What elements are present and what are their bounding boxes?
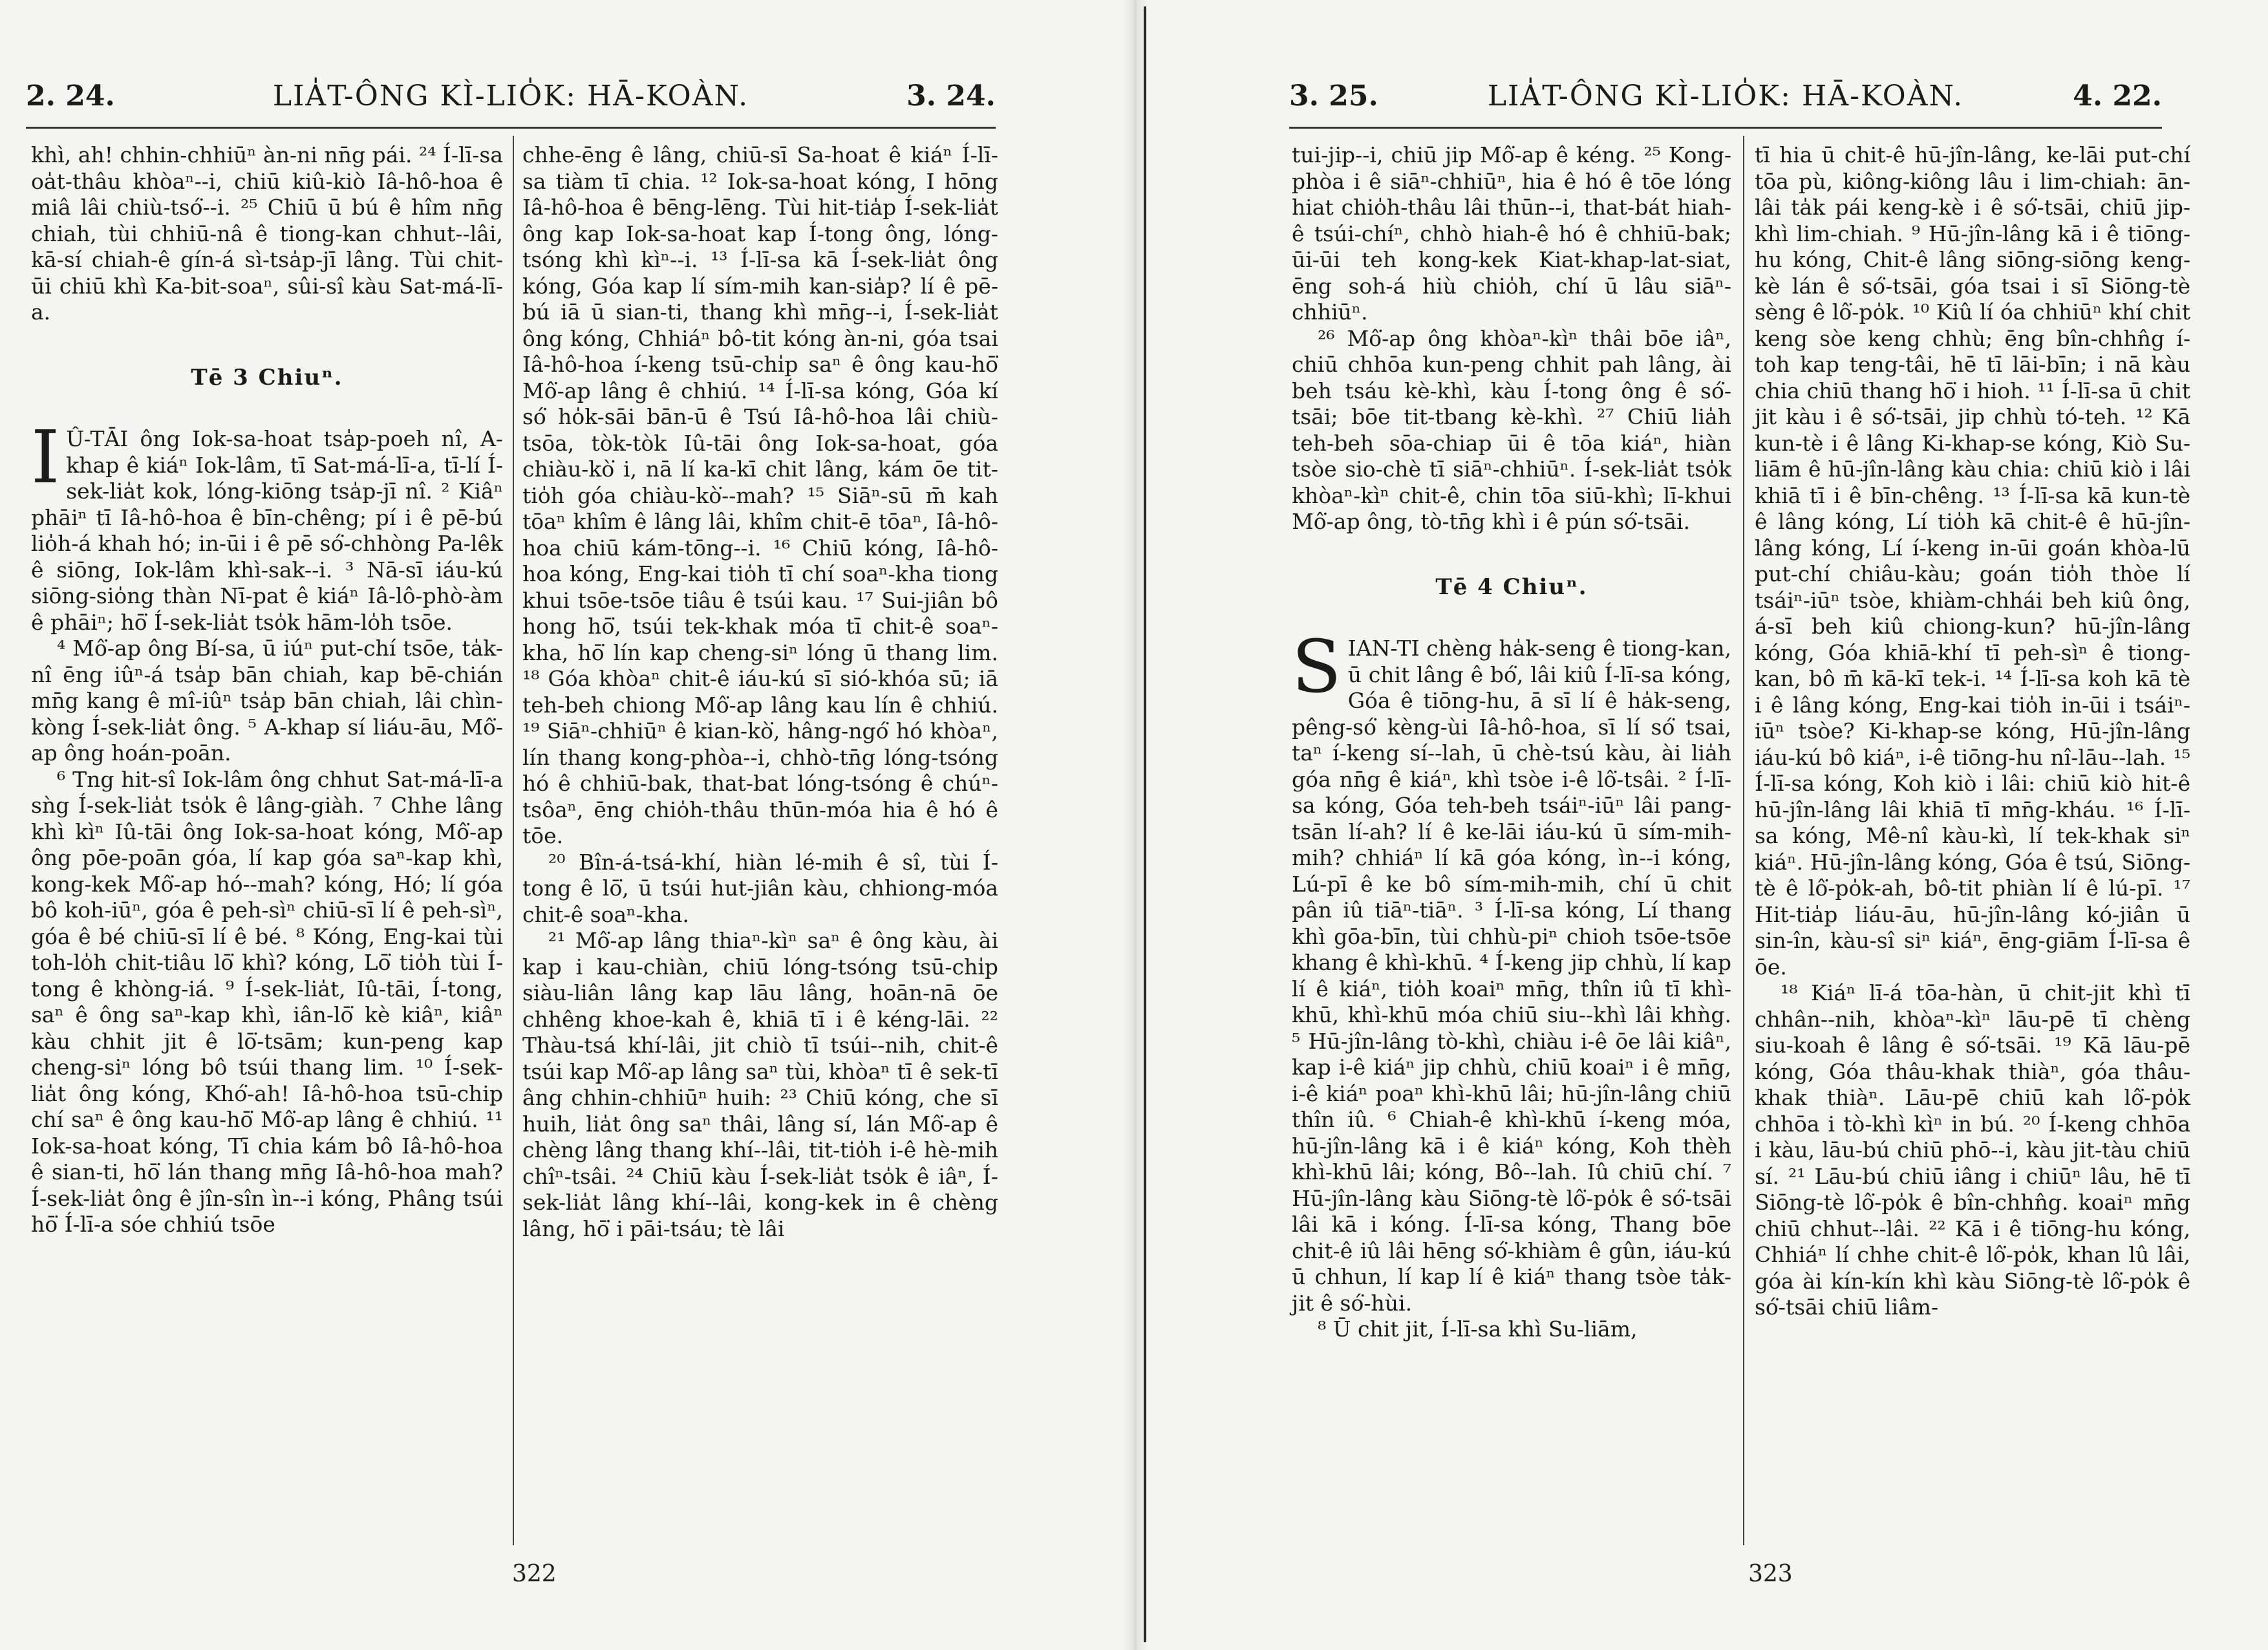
page-number: 322 bbox=[512, 1561, 557, 1587]
paragraph: ²⁶ Mô͘-ap ông khòaⁿ-kìⁿ thâi bōe iâⁿ, chiū chhōa kun-peng chhit pah lâng, ài beh tsáu kè-khì, kàu Í-tong ông ê só͘-tsāi; bōe tit-tbang kè-khì. ²⁷ Chiū lia̍h teh-beh sōa-chiap ūi ê tōa kiáⁿ, hiàn tsòe sio-chè tī siāⁿ-chhiūⁿ. Í-sek-lia̍t tso̍k khòaⁿ-kìⁿ chit-ê, chin tōa siū-khì; lī-khui Mô͘-ap ông, tò-tn̄g khì i ê pún só͘-tsāi. bbox=[1292, 325, 1731, 534]
paragraph: ²⁰ Bîn-á-tsá-khí, hiàn lé-mih ê sî, tùi Í-tong ê lō͘, ū tsúi hut-jiân kàu, chhiong-móa chit-ê soaⁿ-kha. bbox=[522, 849, 998, 927]
header-rule bbox=[1289, 127, 2162, 129]
drop-cap: I bbox=[31, 416, 60, 500]
text-column-left bbox=[1292, 142, 1731, 1545]
running-head bbox=[1289, 76, 2162, 115]
paragraph: ⁸ Ū chit jit, Í-lī-sa khì Su-liām, bbox=[1318, 1316, 1638, 1342]
chapter-verse-start: 3. 25. bbox=[1289, 79, 1378, 112]
book-title: LIA̍T-ÔNG KÌ-LIO̍K: HĀ-KOÀN. bbox=[272, 79, 749, 112]
right-page bbox=[1134, 0, 2268, 1650]
header-rule bbox=[26, 127, 996, 129]
paragraph: ¹⁸ Kiáⁿ lī-á tōa-hàn, ū chit-jit khì tī chhân--nih, khòaⁿ-kìⁿ lāu-pē tī chèng siu-koah ê lâng ê só͘-tsāi. ¹⁹ Kā lāu-pē kóng, Góa thâu-khak thiàⁿ, góa thâu-khak thiàⁿ. Lāu-pē chiū kah lô͘-po̍k chhōa i tò-khì kìⁿ in bú. ²⁰ Í-keng chhōa i kàu, lāu-bú chiū phō--i, kàu jit-tàu chiū sí. ²¹ Lāu-bú chiū iâng i chiūⁿ lâu, hē tī Siōng-tè lô͘-po̍k ê bîn-chhn̂g. koaiⁿ mn̄g chiū chhut--lâi. ²² Kā i ê tiōng-hu kóng, Chhiáⁿ lí chhe chit-ê lô͘-po̍k, khan lû lâi, góa ài kín-kín khì kàu Siōng-tè lô͘-po̍k ê só͘-tsāi chiū liâm- bbox=[1755, 980, 2190, 1320]
running-head bbox=[26, 76, 996, 115]
paragraph: ⁴ Mô͘-ap ông Bí-sa, ū iúⁿ put-chí tsōe, ta̍k-nî ēng iûⁿ-á tsa̍p bān chiah, kap bē-chián mn̄g kang ê mî-iûⁿ tsa̍p bān chiah, lâi chìn-kòng Í-sek-lia̍t ông. ⁵ A-khap sí liáu-āu, Mô͘-ap ông hoán-poān. bbox=[31, 636, 503, 766]
paragraph-text: Û-TĀI ông Iok-sa-hoat tsa̍p-poeh nî, A-khap ê kiáⁿ Iok-lâm, tī Sat-má-lī-a, tī-lí Í-sek-lia̍t kok, lóng-kiōng tsa̍p-jī nî. ² Kiâⁿ phāiⁿ tī Iâ-hô-hoa ê bīn-chêng; pí i ê pē-bú lio̍h-á khah hó; in-ūi i ê pē só͘-chhòng Pa-lêk ê siōng, Iok-lâm khì-sak--i. ³ Nā-sī iáu-kú siōng-sio̍ng thàn Nī-pat ê kiáⁿ Iâ-lô-phò-àm ê phāiⁿ; hō͘ Í-sek-lia̍t tso̍k hām-lo̍h tsōe. bbox=[31, 426, 503, 635]
drop-cap: S bbox=[1292, 625, 1342, 709]
paragraph-text: IAN-TI chèng ha̍k-seng ê tiong-kan, ū chit lâng ê bó͘, lâi kiû Í-lī-sa kóng, Góa ê tiōng-hu, ā sī lí ê ha̍k-seng, pêng-só͘ kèng-ùi Iâ-hô-hoa, sī lí só͘ tsai, taⁿ í-keng sí--lah, ū chè-tsú kàu, ài lia̍h góa nn̄g ê kiáⁿ, khì tsòe i-ê lô͘-tsâi. ² Í-lī-sa kóng, Góa teh-beh tsáiⁿ-iūⁿ lâi pang-tsān lí-ah? lí ê ke-lāi iáu-kú ū sím-mih-mih? chhiáⁿ lí kā góa kóng, ìn--i kóng, Lú-pī ê ke bô sím-mih-mih, chí ū chit pân iû tiāⁿ-tiāⁿ. ³ Í-lī-sa kóng, Lí thang khì gōa-bīn, tùi chhù-piⁿ chioh tsōe-tsōe khang ê khì-khū. ⁴ Í-keng jip chhù, lí kap lí ê kiáⁿ, tio̍h koaiⁿ mn̄g, thîn iû tī khì-khū, khì-khū móa chiū siu--khì lâi khǹg. ⁵ Hū-jîn-lâng tò-khì, chiàu i-ê ōe lâi kiâⁿ, kap i-ê kiáⁿ jip chhù, chiū koaiⁿ i ê mn̄g, i-ê kiáⁿ poaⁿ khì-khū lâi; hū-jîn-lâng chiū thîn iû. ⁶ Chiah-ê khì-khū í-keng móa, hū-jîn-lâng kā i ê kiáⁿ kóng, Koh thèh khì-khū lâi; kóng, Bô--lah. Iû chiū chí. ⁷ Hū-jîn-lâng kàu Siōng-tè lô͘-po̍k ê só͘-tsāi lâi kā i kóng. Í-lī-sa kóng, Thang bōe chit-ê iû lâi hēng só͘-khiàm ê gûn, iáu-kú ū chhun, lí kap lí ê kiáⁿ thang tsòe ta̍k-jit ê só͘-hùi. bbox=[1292, 636, 1731, 1316]
chapter-heading: Tē 3 Chiuⁿ. bbox=[191, 364, 343, 391]
paragraph: tī hia ū chit-ê hū-jîn-lâng, ke-lāi put-chí tōa pù, kiông-kiông lâu i lim-chiah: ān-lâi ta̍k pái keng-kè i ê só͘-tsāi, chiū jip-khì lim-chiah. ⁹ Hū-jîn-lâng kā i ê tiōng-hu kóng, Chit-ê lâng siōng-siōng keng-kè lán ê só͘-tsāi, góa tsai i sī Siōng-tè sèng ê lô͘-po̍k. ¹⁰ Kiû lí óa chhiūⁿ khí chit keng sòe keng chhù; ēng bîn-chhn̂g í-toh kap teng-tâi, hē tī lāi-bīn; i nā kàu chia chiū thang hō͘ i hioh. ¹¹ Í-lī-sa ū chit jit kàu i ê só͘-tsāi, jip chhù tó-teh. ¹² Kā kun-tè i ê lâng Ki-khap-se kóng, Kiò Su-liām ê hū-jîn-lâng kàu chia: chiū kiò i lâi khiā tī i ê bīn-chêng. ¹³ Í-lī-sa kā kun-tè ê lâng kóng, Lí tio̍h kā chit-ê ê hū-jîn-lâng kóng, Lí í-keng in-ūi goán khòa-lū put-chí chiâu-kàu; goán tio̍h thòe lí tsáiⁿ-iūⁿ tsòe, khiàm-chhái beh kiû ông, á-sī beh kiû chiong-kun? hū-jîn-lâng kóng, Góa khiā-khí tī peh-sìⁿ ê tiong-kan, bô m̄ kā-kī tek-i. ¹⁴ Í-lī-sa koh kā tè i ê lâng kóng, Eng-kai tio̍h in-ūi i tsáiⁿ-iūⁿ tsòe? Ki-khap-se kóng, Hū-jîn-lâng iáu-kú bô kiáⁿ, i-ê tiōng-hu nî-lāu--lah. ¹⁵ Í-lī-sa kóng, Koh kiò i lâi: chiū kiò hit-ê hū-jîn-lâng lâi khiā tī mn̄g-kháu. ¹⁶ Í-lī-sa kóng, Mê-nî kàu-kì, lí tek-khak siⁿ kiáⁿ. Hū-jîn-lâng kóng, Góa ê tsú, Siōng-tè ê lô͘-po̍k-ah, bô-tit phiàn lí ê lú-pī. ¹⁷ Hit-tia̍p liáu-āu, hū-jîn-lâng kó-jiân ū sin-în, kàu-sî siⁿ kiáⁿ, ēng-giām Í-lī-sa ê ōe. bbox=[1755, 142, 2190, 980]
chapter-verse-end: 3. 24. bbox=[906, 79, 996, 112]
paragraph bbox=[31, 416, 503, 636]
chapter-verse-start: 2. 24. bbox=[26, 79, 115, 112]
paragraph bbox=[1292, 625, 1731, 1316]
column-divider bbox=[513, 136, 514, 1545]
page-number: 323 bbox=[1748, 1561, 1793, 1587]
text-column-right bbox=[1755, 142, 2190, 1545]
paragraph: khì, ah! chhin-chhiūⁿ àn-ni nn̄g pái. ²⁴ Í-lī-sa oa̍t-thâu khòaⁿ--i, chiū kiû-kiò Iâ-hô-hoa ê miâ lâi chiù-tsó͘--i. ²⁵ Chiū ū bú ê hîm nn̄g chiah, tùi chhiū-nâ ê tiong-kan chhut--lâi, kā-sí chiah-ê gín-á sì-tsa̍p-jī lâng. Tùi chit-ūi chiū khì Ka-bit-soaⁿ, sûi-sî kàu Sat-má-lī-a. bbox=[31, 142, 503, 325]
text-column-right bbox=[522, 142, 998, 1545]
chapter-heading: Tē 4 Chiuⁿ. bbox=[1435, 573, 1588, 600]
paragraph: ²¹ Mô͘-ap lâng thiaⁿ-kìⁿ saⁿ ê ông kàu, ài kap i kau-chiàn, chiū lóng-tsóng tsū-chi̍p siàu-liân lâng kap lāu lâng, hoān-nā ōe chhêng khoe-kah ê, khiā tī i ê kéng-lāi. ²² Thàu-tsá khí-lâi, jit chiò tī tsúi--nih, chit-ê tsúi kap Mô͘-ap lâng saⁿ tùi, khòaⁿ tī ê sek-tī âng chhin-chhiūⁿ huih: ²³ Chiū kóng, che sī huih, lia̍t ông saⁿ thâi, lâng sí, lán Mô͘-ap ê chèng lâng thang khí--lâi, tit-tio̍h i-ê hè-mih chîⁿ-tsâi. ²⁴ Chiū kàu Í-sek-lia̍t tso̍k ê iâⁿ, Í-sek-lia̍t lâng khí--lâi, kong-kek in ê chèng lâng, hō͘ i pāi-tsáu; tè lâi bbox=[522, 928, 998, 1241]
paragraph: tui-jip--i, chiū jip Mô͘-ap ê kéng. ²⁵ Kong-phòa i ê siāⁿ-chhiūⁿ, hia ê hó ê tōe lóng hiat chio̍h-thâu lâi thūn--i, that-bát hiah-ê tsúi-chíⁿ, chhò hiah-ê hó ê chhiū-bak; ūi-ūi teh kong-kek Kiat-khap-lat-siat, ēng soh-á hiù chio̍h, chí ū lâu siāⁿ-chhiūⁿ. bbox=[1292, 142, 1731, 325]
paragraph: ⁶ Tng hit-sî Iok-lâm ông chhut Sat-má-lī-a sǹg Í-sek-lia̍t tso̍k ê lâng-giàh. ⁷ Chhe lâng khì kìⁿ Iû-tāi ông Iok-sa-hoat kóng, Mô͘-ap ông pōe-poān góa, lí kap góa saⁿ-kap khì, kong-kek Mô͘-ap hó--mah? kóng, Hó; lí góa bô koh-iūⁿ, góa ê peh-sìⁿ chiū-sī lí ê peh-sìⁿ, góa ê bé chiū-sī lí ê bé. ⁸ Kóng, Eng-kai tùi toh-lo̍h chit-tiâu lō͘ khì? kóng, Lō͘ tio̍h tùi Í-tong ê khòng-iá. ⁹ Í-sek-lia̍t, Iû-tāi, Í-tong, saⁿ ê ông saⁿ-kap khì, iân-lō͘ kè kiâⁿ, kiâⁿ kàu chhit jit ê lō͘-tsām; kun-peng kap cheng-siⁿ lóng bô tsúi thang lim. ¹⁰ Í-sek-lia̍t ông kóng, Khó͘-ah! Iâ-hô-hoa tsū-chip chí saⁿ ê ông kau-hō͘ Mô͘-ap lâng ê chhiú. ¹¹ Iok-sa-hoat kóng, Tī chia kám bô Iâ-hô-hoa ê sian-ti, hō͘ lán thang mn̄g Iâ-hô-hoa mah? Í-sek-lia̍t ông ê jîn-sîn ìn--i kóng, Phâng tsúi hō͘ Í-lī-a sóe chhiú tsōe bbox=[31, 766, 503, 1237]
text-column-left bbox=[31, 142, 503, 1545]
column-divider bbox=[1743, 136, 1744, 1545]
paragraph: chhe-ēng ê lâng, chiū-sī Sa-hoat ê kiáⁿ Í-lī-sa tiàm tī chia. ¹² Iok-sa-hoat kóng, I hōng Iâ-hô-hoa ê bēng-lēng. Tùi hit-tia̍p Í-sek-lia̍t ông kap Iok-sa-hoat kap Í-tong ông, lóng-tsóng khì kìⁿ--i. ¹³ Í-lī-sa kā Í-sek-lia̍t ông kóng, Góa kap lí sím-mih kan-sia̍p? lí ê pē-bú iā ū sian-ti, thang khì mn̄g--i, Í-sek-lia̍t ông kóng, Chhiáⁿ bô-tit kóng àn-ni, góa tsai Iâ-hô-hoa í-keng tsū-chi̍p saⁿ ê ông kau-hō͘ Mô͘-ap lâng ê chhiú. ¹⁴ Í-lī-sa kóng, Góa kí só͘ ho̍k-sāi bān-ū ê Tsú Iâ-hô-hoa lâi chiù-tsōa, tòk-tòk Iû-tāi ông Iok-sa-hoat, góa chiàu-kò͘ i, nā lí ka-kī chit lâng, kám ōe tit-tio̍h góa chiàu-kò͘--mah? ¹⁵ Siāⁿ-sū m̄ kah tōaⁿ khîm ê lâng lâi, khîm chit-ē tōaⁿ, Iâ-hô-hoa chiū kám-tōng--i. ¹⁶ Chiū kóng, Iâ-hô-hoa kóng, Eng-kai tio̍h tī chí soaⁿ-kha tiong khui tsōe-tsōe tiâu ê tsúi kau. ¹⁷ Sui-jiân bô hong hō͘, tsúi tek-khak móa tī chit-ê soaⁿ-kha, hō͘ lín kap cheng-siⁿ lóng ū thang lim. ¹⁸ Góa khòaⁿ chit-ê iáu-kú sī sió-khóa sū; iā teh-beh chiong Mô͘-ap lâng kau lín ê chhiú. ¹⁹ Siāⁿ-chhiūⁿ ê kian-kò͘, hâng-ngó͘ hó khòaⁿ, lín thang kong-phòa--i, chhò-tn̄g lóng-tsóng hó ê chhiū-bak, that-bat lóng-tsóng ê chúⁿ-tsôaⁿ, ēng chio̍h-thâu thūn-móa hia ê hó ê tōe. bbox=[522, 142, 998, 848]
chapter-verse-end: 4. 22. bbox=[2073, 79, 2162, 112]
book-title: LIA̍T-ÔNG KÌ-LIO̍K: HĀ-KOÀN. bbox=[1487, 79, 1964, 112]
